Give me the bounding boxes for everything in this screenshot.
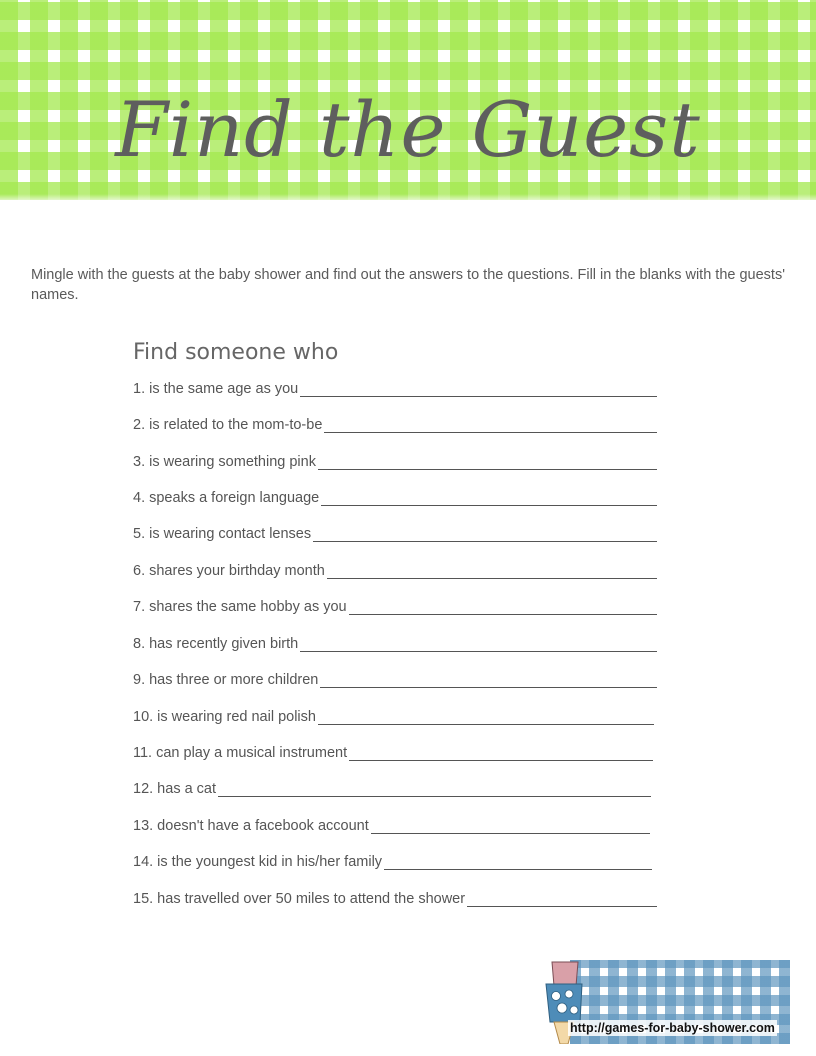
answer-blank[interactable] <box>300 382 657 397</box>
page-title: Find the Guest <box>115 85 701 174</box>
question-row <box>133 777 651 797</box>
question-text: 5. is wearing contact lenses <box>133 526 312 542</box>
footer-decoration <box>540 960 790 1044</box>
website-url[interactable]: http://games-for-baby-shower.com <box>570 1021 775 1035</box>
question-text: 12. has a cat <box>133 781 217 797</box>
list-heading: Find someone who <box>133 340 339 365</box>
question-text: 15. has travelled over 50 miles to attend the shower <box>133 891 466 907</box>
green-gingham-header <box>0 0 816 200</box>
question-text: 10. is wearing red nail polish <box>133 709 316 725</box>
answer-blank[interactable] <box>467 892 657 907</box>
instructions-text: Mingle with the guests at the baby shower and find out the answers to the questions. Fill in the blanks with the guests' names. <box>31 267 785 303</box>
answer-blank[interactable] <box>321 491 657 506</box>
question-row <box>133 850 652 870</box>
answer-blank[interactable] <box>300 637 657 652</box>
answer-blank[interactable] <box>318 455 657 470</box>
question-text: 4. speaks a foreign language <box>133 490 320 506</box>
question-row <box>133 668 657 688</box>
question-row <box>133 522 657 542</box>
question-text: 14. is the youngest kid in his/her family <box>133 854 383 870</box>
answer-blank[interactable] <box>384 855 652 870</box>
question-row <box>133 632 657 652</box>
answer-blank[interactable] <box>349 746 653 761</box>
question-row <box>133 814 650 834</box>
question-row <box>133 450 657 470</box>
answer-blank[interactable] <box>327 564 657 579</box>
question-text: 1. is the same age as you <box>133 381 299 397</box>
question-text: 11. can play a musical instrument <box>133 745 348 761</box>
answer-blank[interactable] <box>349 600 657 615</box>
answer-blank[interactable] <box>218 782 651 797</box>
question-text: 13. doesn't have a facebook account <box>133 818 369 834</box>
question-row <box>133 705 654 725</box>
question-row <box>133 413 657 433</box>
answer-blank[interactable] <box>313 527 657 542</box>
answer-blank[interactable] <box>324 418 657 433</box>
answer-blank[interactable] <box>371 819 650 834</box>
question-text: 2. is related to the mom-to-be <box>133 417 323 433</box>
question-text: 6. shares your birthday month <box>133 563 325 579</box>
question-row <box>133 595 657 615</box>
answer-blank[interactable] <box>318 710 654 725</box>
question-row <box>133 559 657 579</box>
answer-blank[interactable] <box>320 673 657 688</box>
question-text: 7. shares the same hobby as you <box>133 599 347 615</box>
question-text: 8. has recently given birth <box>133 636 299 652</box>
question-row <box>133 887 657 907</box>
question-row <box>133 741 653 761</box>
question-text: 3. is wearing something pink <box>133 454 316 470</box>
question-text: 9. has three or more children <box>133 672 319 688</box>
question-row <box>133 377 657 397</box>
question-row <box>133 486 657 506</box>
